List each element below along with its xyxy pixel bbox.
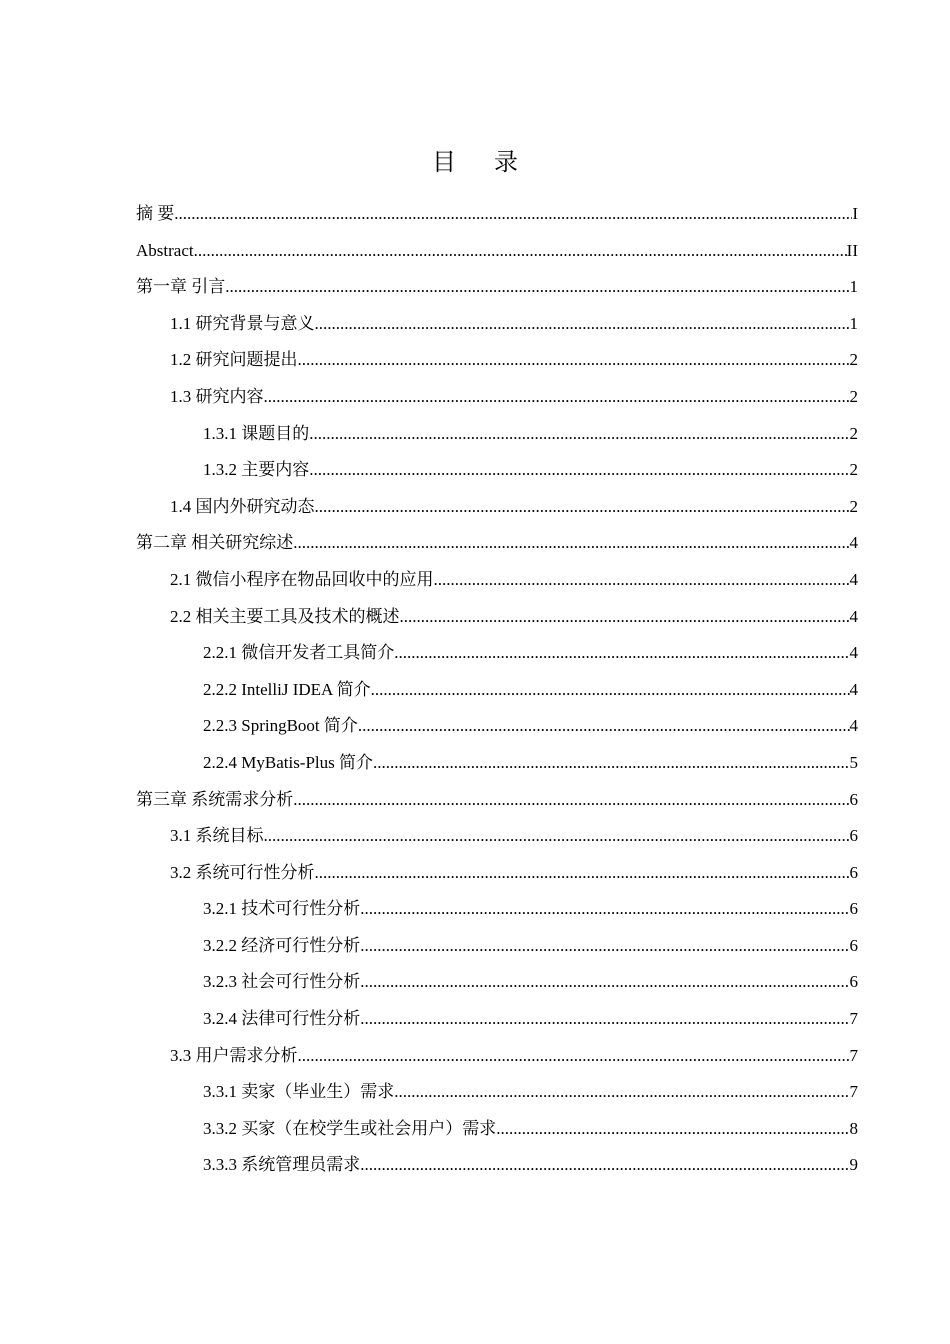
toc-entry-text: 2.2.4 MyBatis-Plus 简介	[203, 752, 374, 772]
toc-entry[interactable]	[0, 416, 950, 453]
toc-entry[interactable]	[0, 708, 950, 745]
toc-dot-leader	[360, 1147, 849, 1184]
toc-entry[interactable]	[0, 818, 950, 855]
toc-page-number: 2	[849, 423, 858, 443]
toc-entry-text: 3.2 系统可行性分析	[170, 862, 315, 882]
toc-entry-text: 摘 要	[136, 204, 175, 223]
toc-dot-leader	[496, 1111, 849, 1148]
toc-dot-leader	[309, 452, 849, 489]
toc-page-number: 2	[849, 460, 858, 480]
toc-dot-leader	[358, 708, 850, 745]
toc-page-number: 4	[849, 679, 858, 699]
toc-dot-leader	[315, 489, 850, 526]
toc-entry-text: 1.2 研究问题提出	[170, 350, 298, 370]
toc-dot-leader	[360, 1001, 849, 1038]
toc-page-number: I	[852, 204, 858, 223]
toc-entry[interactable]	[0, 1038, 950, 1075]
toc-entry-text: 3.2.3 社会可行性分析	[203, 972, 361, 992]
toc-entry-text: 第一章 引言	[136, 277, 226, 297]
toc-dot-leader	[360, 928, 849, 965]
toc-entry[interactable]	[0, 1001, 950, 1038]
toc-dot-leader	[400, 599, 850, 636]
toc-entry[interactable]	[0, 1147, 950, 1184]
toc-page-number: 4	[849, 569, 858, 589]
toc-page-number: 4	[849, 606, 858, 626]
toc-entry[interactable]	[0, 452, 950, 489]
toc-entry-text: 3.3.2 买家（在校学生或社会用户）需求	[203, 1118, 497, 1138]
toc-page-number: 5	[849, 752, 858, 772]
toc-page-number: 9	[849, 1155, 858, 1175]
toc-dot-leader	[298, 1038, 850, 1075]
toc-dot-leader	[293, 525, 849, 562]
toc-dot-leader	[309, 416, 849, 453]
toc-entry-text: 3.3.3 系统管理员需求	[203, 1155, 361, 1175]
toc-page-number: 4	[849, 716, 858, 736]
toc-entry[interactable]	[0, 745, 950, 782]
toc-entry-text: 1.1 研究背景与意义	[170, 313, 315, 333]
toc-entry[interactable]	[0, 306, 950, 343]
toc-page-number: 7	[849, 1045, 858, 1065]
toc-page-number: 1	[849, 277, 858, 297]
toc-dot-leader	[315, 855, 850, 892]
toc-dot-leader	[315, 306, 850, 343]
toc-dot-leader	[174, 196, 852, 233]
toc-dot-leader	[394, 1074, 849, 1111]
toc-entry[interactable]	[0, 782, 950, 819]
toc-page-number: 4	[849, 643, 858, 663]
toc-page-number: 1	[849, 313, 858, 333]
toc-page-number: 2	[849, 386, 858, 406]
toc-entry-text: 1.3 研究内容	[170, 386, 264, 406]
toc-page-number: 6	[849, 935, 858, 955]
toc-entry[interactable]	[0, 342, 950, 379]
toc-entry-text: 1.3.1 课题目的	[203, 423, 310, 443]
toc-list	[0, 196, 950, 1184]
toc-entry[interactable]	[0, 269, 950, 306]
toc-entry-text: 第二章 相关研究综述	[136, 533, 294, 553]
toc-entry-text: 3.1 系统目标	[170, 826, 264, 846]
toc-dot-leader	[394, 635, 849, 672]
toc-entry-text: 2.2.2 IntelliJ IDEA 简介	[203, 679, 371, 699]
toc-entry[interactable]	[0, 233, 950, 270]
toc-entry[interactable]	[0, 855, 950, 892]
toc-dot-leader	[373, 745, 849, 782]
toc-entry[interactable]	[0, 891, 950, 928]
toc-page-number: 6	[849, 899, 858, 919]
toc-dot-leader	[194, 233, 847, 270]
toc-entry[interactable]	[0, 489, 950, 526]
toc-entry[interactable]	[0, 635, 950, 672]
toc-entry[interactable]	[0, 525, 950, 562]
toc-dot-leader	[371, 672, 850, 709]
toc-entry-text: 2.2.3 SpringBoot 简介	[203, 716, 358, 736]
toc-page-number: 6	[849, 862, 858, 882]
toc-dot-leader	[293, 782, 849, 819]
toc-page-number: 2	[849, 496, 858, 516]
toc-page-number: 6	[849, 789, 858, 809]
toc-entry[interactable]	[0, 672, 950, 709]
toc-entry[interactable]	[0, 1074, 950, 1111]
toc-entry-text: 3.2.4 法律可行性分析	[203, 1009, 361, 1029]
toc-entry-text: Abstract	[136, 240, 194, 260]
toc-page-number: 8	[849, 1118, 858, 1138]
toc-dot-leader	[434, 562, 850, 599]
toc-page-number: II	[846, 240, 858, 260]
toc-dot-leader	[264, 379, 850, 416]
toc-page-number: 7	[849, 1009, 858, 1029]
toc-dot-leader	[298, 342, 850, 379]
toc-entry-text: 3.3 用户需求分析	[170, 1045, 298, 1065]
toc-entry[interactable]	[0, 599, 950, 636]
toc-page-number: 7	[849, 1082, 858, 1102]
toc-entry-text: 3.2.1 技术可行性分析	[203, 899, 361, 919]
toc-entry-text: 2.2 相关主要工具及技术的概述	[170, 606, 400, 626]
toc-entry-text: 3.3.1 卖家（毕业生）需求	[203, 1082, 395, 1102]
toc-dot-leader	[225, 269, 849, 306]
toc-entry[interactable]	[0, 964, 950, 1001]
toc-entry[interactable]	[0, 928, 950, 965]
toc-entry-text: 1.3.2 主要内容	[203, 460, 310, 480]
toc-entry-text: 2.2.1 微信开发者工具简介	[203, 643, 395, 663]
toc-entry-text: 1.4 国内外研究动态	[170, 496, 315, 516]
toc-page-number: 6	[849, 972, 858, 992]
toc-page-number: 2	[849, 350, 858, 370]
toc-entry-text: 2.1 微信小程序在物品回收中的应用	[170, 569, 434, 589]
toc-dot-leader	[264, 818, 850, 855]
toc-entry[interactable]	[0, 379, 950, 416]
toc-entry-text: 3.2.2 经济可行性分析	[203, 935, 361, 955]
toc-entry[interactable]	[0, 1111, 950, 1148]
toc-dot-leader	[360, 891, 849, 928]
toc-dot-leader	[360, 964, 849, 1001]
toc-page-number: 6	[849, 826, 858, 846]
toc-title: 目 录	[432, 150, 534, 176]
toc-page-number: 4	[849, 533, 858, 553]
toc-entry[interactable]	[0, 196, 950, 233]
toc-entry[interactable]	[0, 562, 950, 599]
toc-entry-text: 第三章 系统需求分析	[136, 789, 294, 809]
